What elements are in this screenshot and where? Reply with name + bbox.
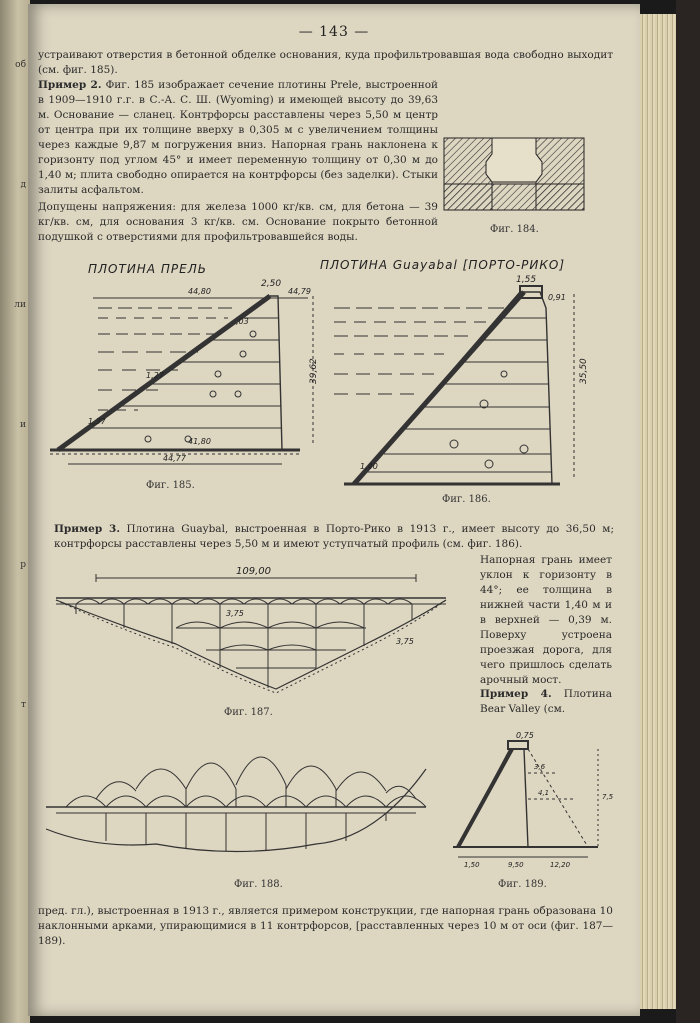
figure-184 — [440, 132, 590, 218]
paragraph-example-4 — [480, 687, 612, 717]
margin-mark: р — [20, 560, 26, 570]
figure-186-caption: Фиг. 186. — [442, 494, 491, 505]
fig185-t1: ,03 — [236, 317, 249, 326]
fig185-d1: 41,80 — [188, 437, 211, 446]
fig186-top-width: 1,55 — [516, 275, 537, 285]
fig185-level2: 44,79 — [288, 287, 311, 296]
fig185-height: 39,62 — [309, 358, 319, 384]
page-edges — [640, 14, 676, 1009]
example-3-label: Пример 3. — [54, 523, 120, 535]
margin-mark: ли — [14, 300, 26, 310]
fig189-w2: 9,50 — [508, 861, 524, 869]
fig189-top: 0,75 — [516, 731, 534, 740]
fig186-crest: 0,91 — [548, 293, 566, 302]
fig186-height: 35,50 — [579, 358, 589, 384]
fig185-base: 44,77 — [163, 454, 186, 463]
paragraph-final: пред. гл.), выстроенная в 1913 г., является примером конструкции, где напорная грань образована 10 наклонными арками, упирающимися в 11 контрфорсов, [расставленных через 10 м от оси (фиг. 187—189). — [38, 905, 613, 947]
fig189-w3: 12,20 — [550, 861, 571, 869]
figure-184-caption: Фиг. 184. — [490, 224, 539, 235]
paragraph-example-3 — [54, 522, 614, 552]
fig187-a: 3,75 — [226, 609, 244, 618]
paragraph-2 — [38, 78, 438, 198]
figure-189-caption: Фиг. 189. — [498, 879, 547, 890]
paragraph-example-3-column: Напорная грань имеет уклон к горизонту в 44°; ее толщина в нижней части 1,40 м и в верхней — 0,39 м. Поверху устроена проезжая дорога, для чего пришлось сделать арочный мост. — [480, 554, 612, 686]
figure-185 — [38, 274, 328, 474]
fig189-h1: 3,6 — [534, 763, 546, 771]
fig185-top-width: 2,50 — [261, 279, 282, 289]
figure-188-caption: Фиг. 188. — [234, 879, 283, 890]
paragraph-3: Допущены напряжения: для железа 1000 кг/кв. см, для бетона — 39 кг/кв. см, для основания 3 кг/кв. см. Основание покрыто бетонной подушкой с отверстиями для профильтровавшейся воды. — [38, 201, 438, 243]
example-2-text: Фиг. 185 изображает сечение плотины Prele, выстроенной в 1909—1910 г.г. в С.-А. С. Ш. (Wyoming) и имеющей высоту до 39,63 м. Основание — сланец. Контрфорсы расставлены через 5,50 м центр от центра при их толщине вверху в 0,305 м с увеличением толщины через каждые 9,87 м погружения вниз. Напорная грань наклонена к горизонту под углом 45° и имеет переменную толщину от 0,30 м до 1,40 м; плита свободно опирается на контрфорсы (без заделки). Стыки залиты асфальтом. — [38, 79, 439, 196]
figure-186-title: ПЛОТИНА Guayabal [ПОРТО-РИКО] — [320, 258, 566, 272]
figure-186 — [324, 274, 614, 494]
figure-187 — [36, 564, 456, 694]
margin-mark: и — [20, 420, 26, 430]
figure-189 — [438, 729, 618, 869]
book-cover — [676, 0, 700, 1023]
figure-185-title: ПЛОТИНА ПРЕЛЬ — [88, 262, 207, 276]
figure-188 — [36, 729, 436, 869]
margin-mark: т — [21, 700, 26, 710]
fig189-h2: 4,1 — [538, 789, 550, 797]
fig187-b: 3,75 — [396, 637, 414, 646]
margin-mark: об — [15, 60, 26, 70]
paragraph-1: устраивают отверстия в бетонной обделке основания, куда профильтровавшая вода свободно выходит (см. фиг. 185). — [38, 49, 613, 76]
fig185-t2: 1,27 — [146, 371, 164, 380]
fig189-w1: 1,50 — [464, 861, 480, 869]
left-page-edge — [0, 0, 30, 1023]
fig185-level1: 44,80 — [188, 287, 211, 296]
fig185-t3: 1,37 — [88, 417, 106, 426]
figure-187-caption: Фиг. 187. — [224, 707, 273, 718]
fig187-span: 109,00 — [236, 566, 271, 577]
fig186-t1: 1,40 — [360, 462, 378, 471]
page-number: — 143 — — [298, 24, 370, 40]
fig189-h3: 7,5 — [602, 793, 614, 801]
figure-185-caption: Фиг. 185. — [146, 480, 195, 491]
margin-mark: д — [20, 180, 26, 190]
example-4-label: Пример 4. — [480, 688, 552, 700]
example-3-text: Плотина Guaybal, выстроенная в Порто-Рико в 1913 г., имеет высоту до 36,50 м; контрфорсы расставлены через 5,50 м и имеют уступчатый профиль (см. фиг. 186). — [54, 523, 614, 550]
example-4-text: Плотина Bear Valley (см. — [480, 688, 612, 715]
example-2-label: Пример 2. — [38, 79, 102, 91]
book-page — [28, 4, 640, 1016]
